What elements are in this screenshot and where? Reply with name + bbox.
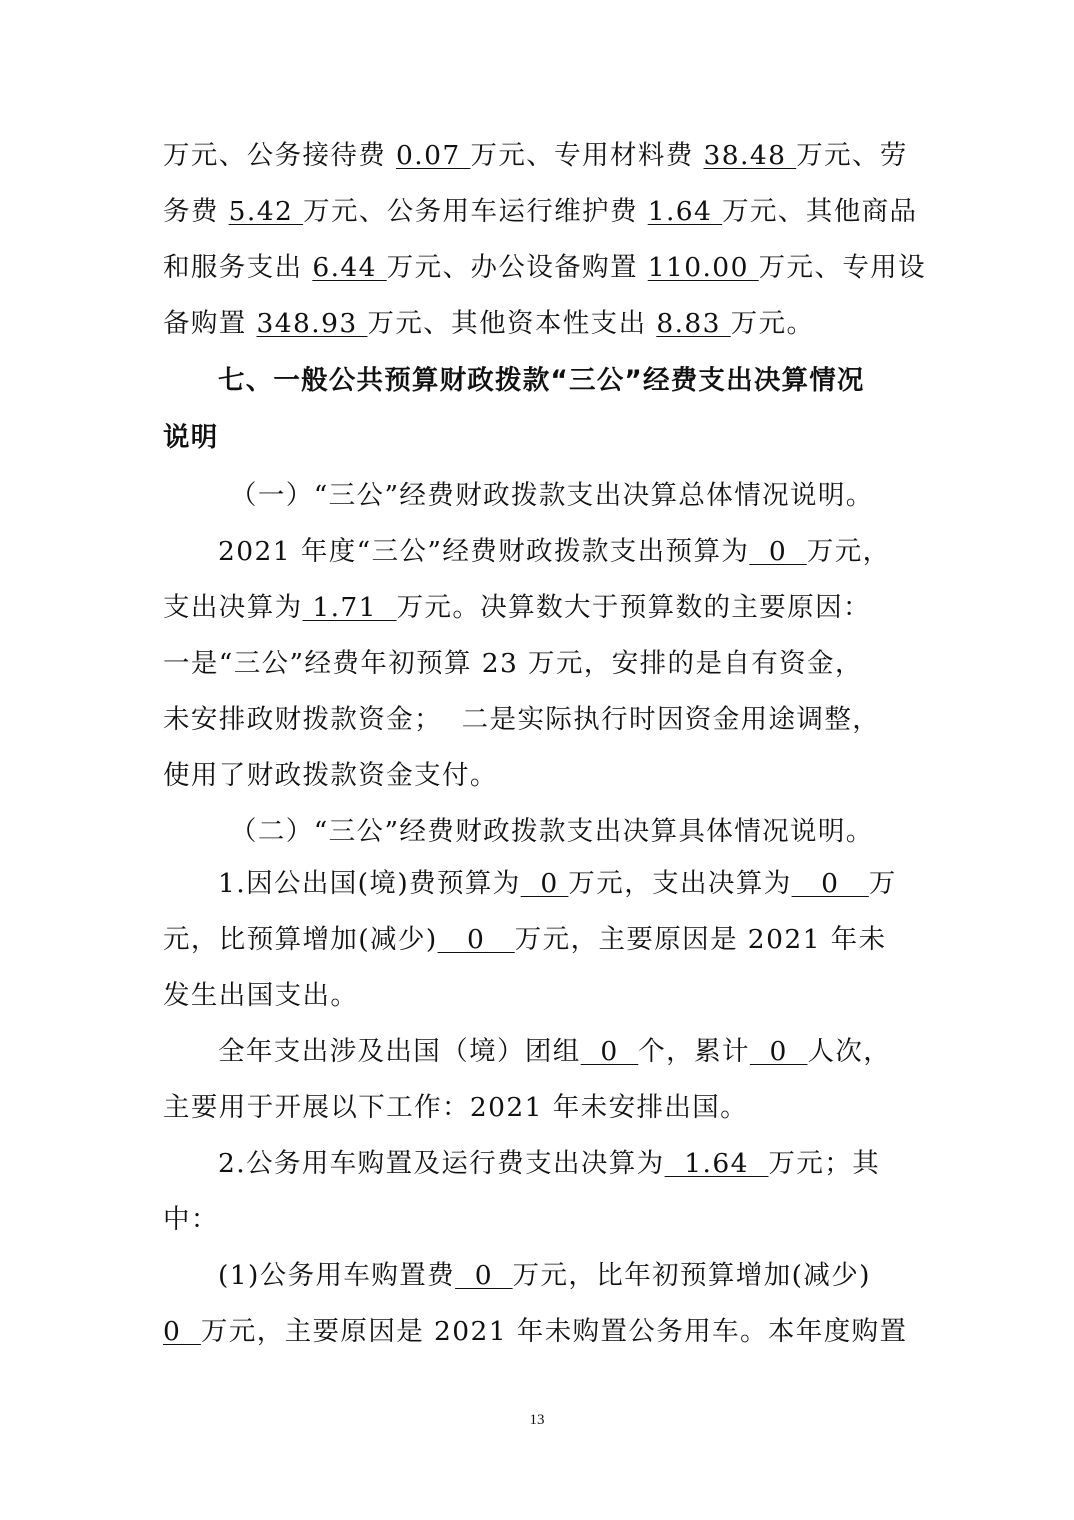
text-segment: 一是“三公”经费年初预算 23 万元，安排的是自有资金， (163, 648, 863, 679)
text-segment: 0.07 (396, 140, 471, 171)
text-segment: 万元、公务用车运行维护费 (303, 196, 648, 227)
body-line-19 (0, 1144, 1074, 1184)
body-line-21 (0, 1256, 1074, 1296)
text-segment: 万元， (806, 536, 891, 567)
text-segment: 人次， (807, 1036, 892, 1067)
text-segment: 2021 年度“三公”经费财政拨款支出预算为 (218, 536, 750, 567)
section-heading-7-cont (0, 418, 1074, 458)
body-line-12 (0, 756, 1074, 796)
body-line-14 (0, 864, 1074, 904)
text-segment: 备购置 (163, 308, 257, 339)
text-segment: 1.64 (664, 1148, 769, 1179)
text-segment: 万元、公务接待费 (163, 140, 397, 171)
text-segment: 万 (868, 868, 897, 899)
text-segment: 110.00 (647, 252, 759, 283)
text-segment: 万元，主要原因是 2021 年未购置公务用车。本年度购置 (200, 1316, 908, 1347)
text-segment: 0 (749, 536, 807, 567)
text-segment: 说明 (163, 422, 219, 453)
body-line-10 (0, 644, 1074, 684)
subheading-1 (0, 476, 1074, 516)
text-segment: 个，累计 (638, 1036, 750, 1067)
body-line-11 (0, 700, 1074, 740)
text-segment: 0 (437, 924, 515, 955)
body-line-1 (0, 136, 1074, 176)
text-segment: 348.93 (256, 308, 368, 339)
text-segment: 5.42 (228, 196, 304, 227)
body-line-9 (0, 588, 1074, 628)
text-segment: 1.71 (302, 592, 397, 623)
text-segment: 万元、劳 (796, 140, 908, 171)
text-segment: 万元，支出决算为 (568, 868, 792, 899)
body-line-3 (0, 248, 1074, 288)
text-segment: 未安排政财拨款资金； 二是实际执行时因资金用途调整， (163, 704, 881, 735)
text-segment: 6.44 (312, 252, 387, 283)
text-segment: 8.83 (656, 308, 731, 339)
body-line-15 (0, 920, 1074, 960)
text-segment: 七、一般公共预算财政拨款“三公”经费支出决算情况 (218, 365, 865, 396)
body-line-17 (0, 1032, 1074, 1072)
text-segment: 0 (520, 868, 569, 899)
body-line-2 (0, 192, 1074, 232)
text-segment: （二）“三公”经费财政拨款支出决算具体情况说明。 (230, 816, 874, 847)
text-segment: 0 (580, 1036, 639, 1067)
text-segment: 0 (791, 868, 869, 899)
text-segment: 中： (163, 1204, 219, 1235)
text-segment: 万元。决算数大于预算数的主要原因： (396, 592, 871, 623)
text-segment: 万元、其他商品 (722, 196, 918, 227)
text-segment: 万元、办公设备购置 (386, 252, 648, 283)
text-segment: 主要用于开展以下工作：2021 年未安排出国。 (163, 1092, 749, 1123)
text-segment: 全年支出涉及出国（境）团组 (218, 1036, 581, 1067)
text-segment: 2.公务用车购置及运行费支出决算为 (218, 1148, 665, 1179)
text-segment: 万元，主要原因是 2021 年未 (514, 924, 887, 955)
text-segment: 1.因公出国(境)费预算为 (218, 868, 521, 899)
text-segment: 万元；其 (768, 1148, 881, 1179)
text-segment: 万元、专用设 (758, 252, 927, 283)
body-line-20 (0, 1200, 1074, 1240)
text-segment: 使用了财政拨款资金支付。 (163, 760, 498, 791)
text-segment: 万元。 (730, 308, 815, 339)
text-segment: 0 (455, 1260, 513, 1291)
text-segment: 和服务支出 (163, 252, 313, 283)
text-segment: 1.64 (647, 196, 723, 227)
text-segment: （一）“三公”经费财政拨款支出决算总体情况说明。 (230, 480, 874, 511)
text-segment: 万元，比年初预算增加(减少) (512, 1260, 871, 1291)
body-line-18 (0, 1088, 1074, 1128)
body-line-4 (0, 304, 1074, 344)
page-number: 13 (529, 1412, 545, 1428)
body-line-22 (0, 1312, 1074, 1352)
text-segment: 38.48 (703, 140, 797, 171)
text-segment: (1)公务用车购置费 (218, 1260, 456, 1291)
body-line-16 (0, 976, 1074, 1016)
text-segment: 发生出国支出。 (163, 980, 359, 1011)
text-segment: 支出决算为 (163, 592, 303, 623)
text-segment: 万元、专用材料费 (470, 140, 704, 171)
section-heading-7 (0, 361, 1074, 401)
text-segment: 0 (163, 1316, 201, 1347)
text-segment: 0 (749, 1036, 808, 1067)
subheading-2 (0, 812, 1074, 852)
text-segment: 万元、其他资本性支出 (367, 308, 657, 339)
text-segment: 务费 (163, 196, 229, 227)
body-line-8 (0, 532, 1074, 572)
text-segment: 元，比预算增加(减少) (163, 924, 438, 955)
